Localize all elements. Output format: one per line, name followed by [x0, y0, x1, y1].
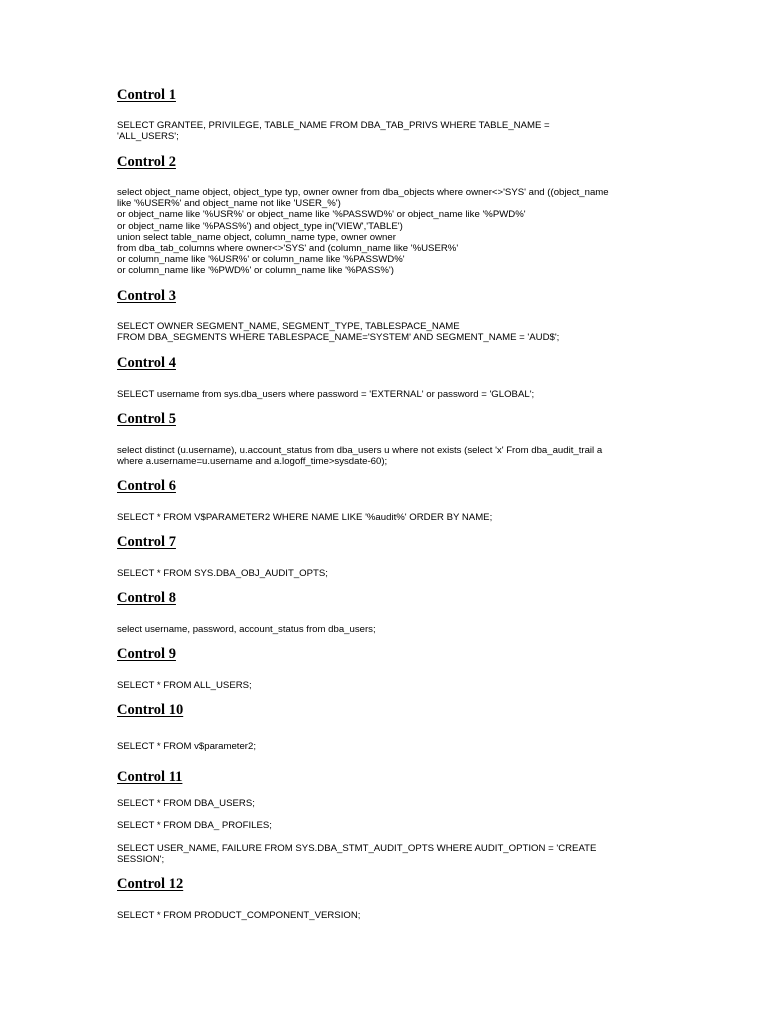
control-3-query: SELECT OWNER SEGMENT_NAME, SEGMENT_TYPE, TABLESPACE_NAME FROM DBA_SEGMENTS WHERE TABLESPACE_NAME='SYSTEM' AND SEGMENT_NAME = 'AUD$';: [117, 321, 560, 344]
control-12-heading: Control 12: [117, 876, 184, 892]
control-8-query: select username, password, account_status from dba_users;: [117, 624, 376, 635]
control-9-heading: Control 9: [117, 646, 176, 662]
control-11-query-2: SELECT * FROM DBA_ PROFILES;: [117, 820, 272, 831]
control-2-query: select object_name object, object_type typ, owner owner from dba_objects where owner<>'SYS' and ((object_name like '%USER%' and object_name not like 'USER_%') or object_name like '%USR%' or object_name like '%PASSWD%' or object_name like '%PWD%' or object_name like '%PASS%') and object_type in('VIEW','TABLE') union select table_name object, column_name type, owner owner from dba_tab_columns where owner<>'SYS' and (column_name like '%USER%' or column_name like '%USR%' or column_name like '%PASSWD%' or column_name like '%PWD%' or column_name like '%PASS%'): [117, 187, 609, 277]
control-11-query-3: SELECT USER_NAME, FAILURE FROM SYS.DBA_STMT_AUDIT_OPTS WHERE AUDIT_OPTION = 'CREATE SESSION';: [117, 843, 597, 866]
control-5-heading: Control 5: [117, 411, 176, 427]
control-4-heading: Control 4: [117, 355, 176, 371]
control-6-heading: Control 6: [117, 478, 176, 494]
control-10-query: SELECT * FROM v$parameter2;: [117, 741, 256, 752]
control-9-query: SELECT * FROM ALL_USERS;: [117, 680, 252, 691]
control-6-query: SELECT * FROM V$PARAMETER2 WHERE NAME LIKE '%audit%' ORDER BY NAME;: [117, 512, 493, 523]
control-5-query: select distinct (u.username), u.account_status from dba_users u where not exists (select 'x' From dba_audit_trail a where a.username=u.username and a.logoff_time>sysdate-60);: [117, 445, 603, 468]
control-12-query: SELECT * FROM PRODUCT_COMPONENT_VERSION;: [117, 910, 361, 921]
control-7-heading: Control 7: [117, 534, 176, 550]
control-3-heading: Control 3: [117, 288, 176, 304]
control-2-heading: Control 2: [117, 154, 176, 170]
control-1-query: SELECT GRANTEE, PRIVILEGE, TABLE_NAME FROM DBA_TAB_PRIVS WHERE TABLE_NAME = 'ALL_USERS';: [117, 120, 550, 143]
control-11-heading: Control 11: [117, 769, 183, 785]
control-4-query: SELECT username from sys.dba_users where password = 'EXTERNAL' or password = 'GLOBAL';: [117, 389, 535, 400]
control-10-heading: Control 10: [117, 702, 184, 718]
control-11-query-1: SELECT * FROM DBA_USERS;: [117, 798, 255, 809]
control-1-heading: Control 1: [117, 87, 176, 103]
control-7-query: SELECT * FROM SYS.DBA_OBJ_AUDIT_OPTS;: [117, 568, 328, 579]
control-8-heading: Control 8: [117, 590, 176, 606]
